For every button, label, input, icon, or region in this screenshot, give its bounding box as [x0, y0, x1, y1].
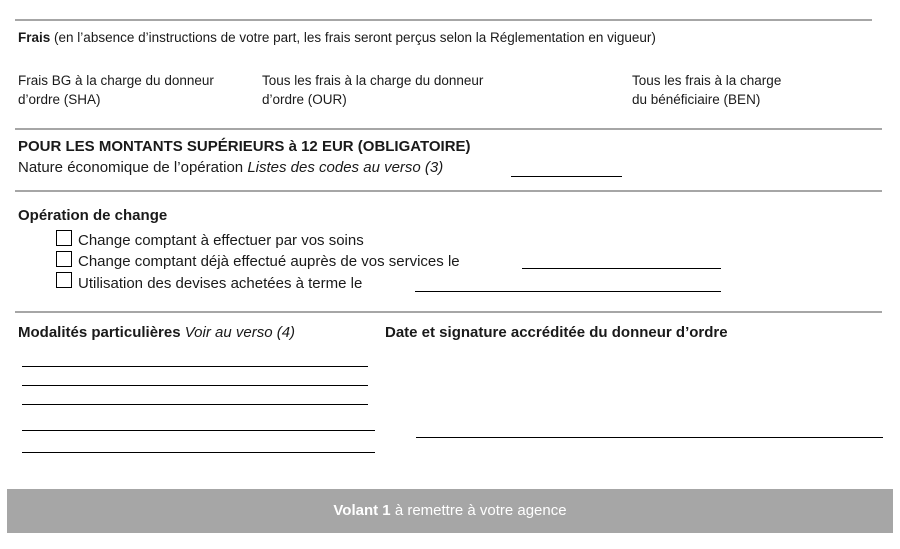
change-date-line[interactable]: [522, 268, 721, 269]
frais-note: (en l’absence d’instructions de votre part, les frais seront perçus selon la Réglementation en vigueur): [54, 30, 656, 45]
frais-option-our[interactable]: [262, 71, 483, 109]
signature-title: Date et signature accréditée du donneur d’ordre: [385, 324, 728, 341]
change-option-3: Utilisation des devises achetées à terme le: [78, 275, 363, 292]
modalites-divider: [15, 311, 882, 313]
frais-option-sha[interactable]: [18, 71, 214, 109]
frais-option-ben-line1: Tous les frais à la charge: [632, 73, 782, 88]
montants-title: POUR LES MONTANTS SUPÉRIEURS à 12 EUR (OBLIGATOIRE): [18, 138, 471, 155]
frais-option-sha-line2: d’ordre (SHA): [18, 92, 101, 107]
signature-line[interactable]: [416, 437, 883, 438]
change-option-1: Change comptant à effectuer par vos soins: [78, 232, 364, 249]
modalites-hint: Voir au verso (4): [184, 324, 296, 341]
top-divider: [15, 19, 872, 21]
change-checkbox-1[interactable]: [56, 230, 72, 246]
frais-option-our-line2: d’ordre (OUR): [262, 92, 347, 107]
modalites-line-1[interactable]: [22, 366, 368, 367]
frais-option-sha-line1: Frais BG à la charge du donneur: [18, 73, 214, 88]
frais-option-ben-line2: du bénéficiaire (BEN): [632, 92, 761, 107]
modalites-line-2[interactable]: [22, 385, 368, 386]
modalites-line-4[interactable]: [22, 430, 375, 431]
footer-banner: [7, 489, 893, 533]
nature-economique-input-line[interactable]: [511, 176, 622, 177]
nature-economique-text: Nature économique de l’opération: [18, 159, 244, 176]
change-title: Opération de change: [18, 207, 168, 224]
nature-economique-hint: Listes des codes au verso (3): [247, 159, 444, 176]
footer-volant: Volant 1: [333, 502, 391, 519]
frais-option-our-line1: Tous les frais à la charge du donneur: [262, 73, 484, 88]
nature-economique-label: [18, 158, 443, 177]
frais-title: Frais: [18, 30, 51, 45]
modalites-title: Modalités particulières: [18, 324, 181, 341]
frais-option-ben[interactable]: [632, 71, 781, 109]
change-divider: [15, 190, 882, 192]
modalites-heading: [18, 323, 295, 342]
modalites-line-3[interactable]: [22, 404, 368, 405]
modalites-line-5[interactable]: [22, 452, 375, 453]
footer-text: à remettre à votre agence: [394, 502, 567, 519]
change-checkbox-2[interactable]: [56, 251, 72, 267]
change-option-2: Change comptant déjà effectué auprès de vos services le: [78, 253, 460, 270]
terme-date-line[interactable]: [415, 291, 721, 292]
montants-divider: [15, 128, 882, 130]
change-checkbox-3[interactable]: [56, 272, 72, 288]
frais-heading: [18, 28, 656, 47]
